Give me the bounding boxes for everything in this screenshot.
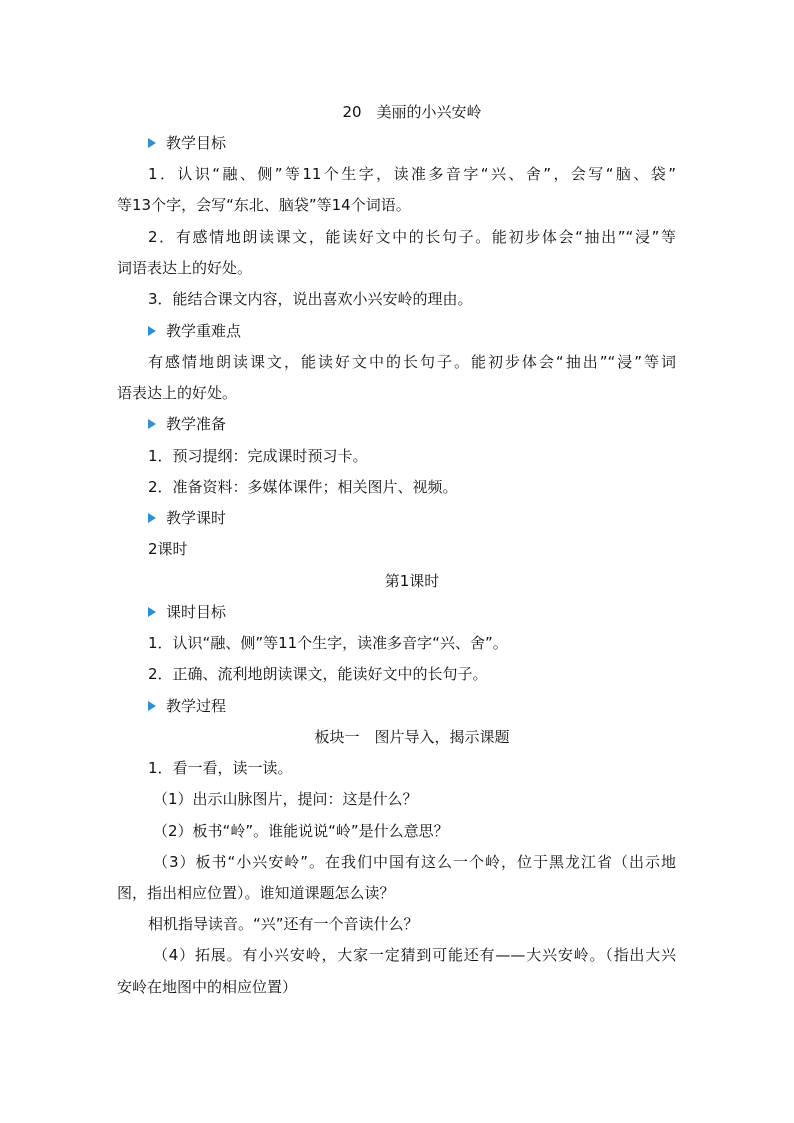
section-teaching-process <box>148 691 708 721</box>
section-class-hours <box>148 503 708 533</box>
goal-3: 3．能结合课文内容，说出喜欢小兴安岭的理由。 <box>148 290 473 308</box>
section-label: 教学过程 <box>166 697 227 715</box>
triangle-bullet-icon <box>148 419 156 429</box>
preparation-2: 2．准备资料：多媒体课件；相关图片、视频。 <box>148 478 458 496</box>
section-label: 课时目标 <box>166 603 227 621</box>
triangle-bullet-icon <box>148 513 156 523</box>
section-key-points <box>148 316 708 346</box>
lesson-goal-2: 2．正确、流利地朗读课文，能读好文中的长句子。 <box>148 665 488 683</box>
preparation-1: 1．预习提纲：完成课时预习卡。 <box>148 447 368 465</box>
section-label: 教学准备 <box>166 415 227 433</box>
section-preparation <box>148 409 708 439</box>
triangle-bullet-icon <box>148 701 156 711</box>
process-step-1-4-line-2: 安岭在地图中的相应位置） <box>117 978 298 996</box>
goal-2-line-1: 2．有感情地朗读课文，能读好文中的长句子。能初步体会“抽出”“浸”等 <box>148 228 676 246</box>
process-step-1-1: （1）出示山脉图片，提问：这是什么？ <box>153 790 418 808</box>
block-title: 板块一 图片导入，揭示课题 <box>314 728 510 746</box>
key-points-line-1: 有感情地朗读课文，能读好文中的长句子。能初步体会“抽出”“浸”等词 <box>148 353 676 371</box>
goal-1-line-1: 1．认识“融、侧”等11个生字，读准多音字“兴、舍”，会写“脑、袋” <box>148 165 676 183</box>
process-step-1: 1．看一看，读一读。 <box>148 759 293 777</box>
section-label: 教学重难点 <box>166 322 242 340</box>
section-label: 教学目标 <box>166 134 227 152</box>
lesson-title: 第1课时 <box>384 572 440 590</box>
process-step-1-4-line-1: （4）拓展。有小兴安岭，大家一定猜到可能还有——大兴安岭。（指出大兴 <box>153 946 676 964</box>
process-step-1-3-line-1: （3）板书“小兴安岭”。在我们中国有这么一个岭，位于黑龙江省（出示地 <box>153 853 676 871</box>
section-lesson-goals <box>148 597 708 627</box>
triangle-bullet-icon <box>148 607 156 617</box>
section-label: 教学课时 <box>166 509 227 527</box>
goal-2-line-2: 词语表达上的好处。 <box>117 259 253 277</box>
class-hours-value: 2课时 <box>148 540 188 558</box>
key-points-line-2: 语表达上的好处。 <box>117 384 238 402</box>
lesson-goal-1: 1．认识“融、侧”等11个生字，读准多音字“兴、舍”。 <box>148 634 508 652</box>
process-guide: 相机指导读音。“兴”还有一个音读什么？ <box>148 915 419 933</box>
process-step-1-2: （2）板书“岭”。谁能说说“岭”是什么意思？ <box>153 822 449 840</box>
page-title: 20 美丽的小兴安岭 <box>342 103 482 121</box>
process-step-1-3-line-2: 图，指出相应位置）。谁知道课题怎么读？ <box>117 884 395 902</box>
goal-1-line-2: 等13个字，会写“东北、脑袋”等14个词语。 <box>117 196 411 214</box>
section-teaching-goals <box>148 128 708 158</box>
triangle-bullet-icon <box>148 326 156 336</box>
triangle-bullet-icon <box>148 138 156 148</box>
